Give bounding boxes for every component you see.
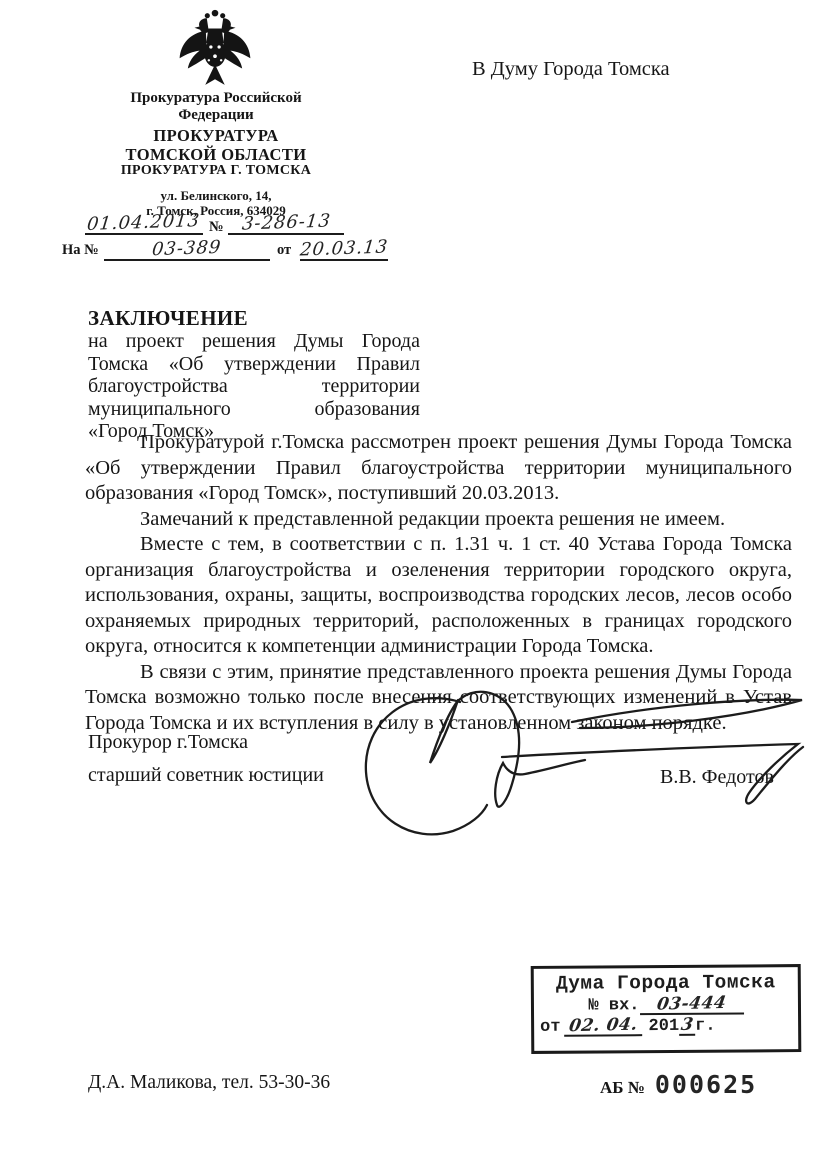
double-headed-eagle-icon bbox=[176, 8, 254, 88]
signer-position-line2: старший советник юстиции bbox=[88, 764, 324, 786]
document-body bbox=[85, 430, 792, 736]
outgoing-date-handwritten: 01.04.2013 bbox=[86, 209, 202, 236]
stamp-org-name: Дума Города Томска bbox=[555, 971, 776, 995]
signer-position-line1: Прокурор г.Томска bbox=[88, 731, 248, 753]
body-paragraph: Вместе с тем, в соответствии с п. 1.31 ч. 1 ст. 40 Устава Города Томска организация благоустройства и озеленения территории городского округа, использования, охраны, защиты, воспроизводства городских лесов, лесов особо охраняемых природных территорий, расположенных в границах городского округа, относится к компетенции администрации Города Томска. bbox=[85, 533, 792, 657]
number-sign-label: № bbox=[209, 219, 224, 235]
addressee: В Думу Города Томска bbox=[472, 58, 670, 80]
letterhead-address-line1: ул. Белинского, 14, bbox=[160, 188, 272, 203]
from-label: от bbox=[277, 242, 292, 258]
stamp-date-field bbox=[564, 1014, 642, 1037]
document-title-block bbox=[88, 306, 420, 443]
outgoing-number-field bbox=[228, 212, 344, 235]
subject-line: на проект решения Думы Города bbox=[88, 330, 420, 352]
subject-line: благоустройства территории bbox=[88, 375, 420, 397]
stamp-incoming-number-handwritten: 03-444 bbox=[655, 992, 728, 1015]
letterhead-address-line2: г. Томск, Россия, 634029 bbox=[146, 203, 286, 218]
stamp-year-digit-handwritten: 3 bbox=[679, 1014, 695, 1036]
executor-contact: Д.А. Маликова, тел. 53-30-36 bbox=[88, 1072, 331, 1093]
stamp-incoming-label: № вх. bbox=[588, 996, 640, 1016]
body-paragraph: Прокуратурой г.Томска рассмотрен проект решения Думы Города Томска «Об утверждении Правил благоустройства территории муниципального образования «Город Томск», поступивший 20.03.2013. bbox=[85, 431, 792, 504]
letterhead-city-org: ПРОКУРАТУРА Г. ТОМСКА bbox=[120, 163, 312, 178]
letterhead-parent-org: Прокуратура Российской Федерации bbox=[130, 90, 302, 123]
registration-stamp bbox=[531, 964, 802, 1054]
stamp-incoming-number-field bbox=[639, 992, 743, 1015]
incoming-date-handwritten: 20.03.13 bbox=[298, 236, 390, 261]
letterhead-regional-org: ПРОКУРАТУРА ТОМСКОЙ ОБЛАСТИ bbox=[125, 126, 307, 164]
stamp-date-handwritten: 02. 04. bbox=[567, 1014, 640, 1037]
blank-series-label: АБ № bbox=[600, 1078, 645, 1097]
signer-name: В.В. Федотов bbox=[660, 766, 774, 788]
blank-number-stamp bbox=[600, 1070, 757, 1099]
subject-line: «Город Томск» bbox=[88, 420, 214, 442]
body-paragraph: Замечаний к представленной редакции проекта решения не имеем. bbox=[140, 507, 726, 530]
body-paragraph: В связи с этим, принятие представленного проекта решения Думы Города Томска возможно только после внесения соответствующих изменений в Устав Города Томска и их вступления в силу в установленном законом порядке. bbox=[85, 660, 792, 734]
outgoing-date-field bbox=[85, 209, 203, 236]
subject-line: муниципального образования bbox=[88, 397, 420, 420]
incoming-number-field bbox=[104, 238, 270, 261]
incoming-number-handwritten: 03-389 bbox=[151, 236, 223, 261]
incoming-date-field bbox=[300, 238, 388, 261]
stamp-date-label: от bbox=[540, 1017, 561, 1037]
stamp-year-suffix: г. bbox=[695, 1016, 716, 1036]
blank-number: 000625 bbox=[654, 1070, 758, 1099]
subject-line: Томска «Об утверждении Правил bbox=[88, 352, 420, 375]
document-heading: ЗАКЛЮЧЕНИЕ bbox=[88, 306, 249, 330]
reply-to-label: На № bbox=[62, 242, 99, 258]
stamp-year-digit-field bbox=[679, 1014, 695, 1036]
outgoing-number-handwritten: 3-286-13 bbox=[240, 210, 332, 235]
stamp-year-printed: 201 bbox=[648, 1016, 680, 1037]
